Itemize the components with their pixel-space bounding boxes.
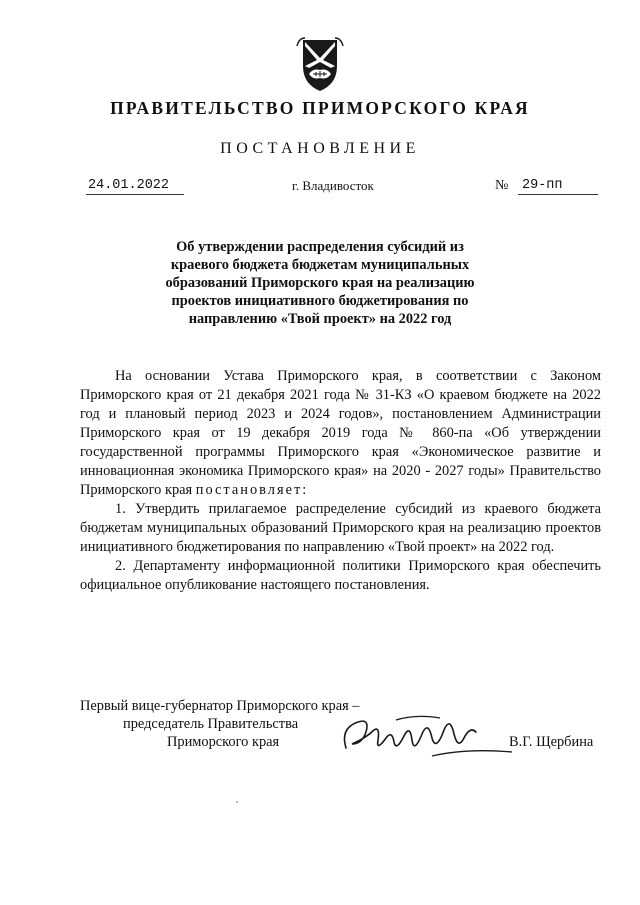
preamble-paragraph xyxy=(80,367,601,500)
document-type: ПОСТАНОВЛЕНИЕ xyxy=(220,140,420,157)
document-city: г. Владивосток xyxy=(292,178,374,193)
number-sign: № xyxy=(495,178,509,193)
signer-title-line-2: председатель Правительства xyxy=(123,716,299,732)
coat-of-arms-emblem xyxy=(293,36,347,94)
signer-title-line-1: Первый вице-губернатор Приморского края – xyxy=(80,698,360,714)
signer-title-line-3: Приморского края xyxy=(167,734,280,750)
item-1-paragraph: 1. Утвердить прилагаемое распределение субсидий из краевого бюджета бюджетам муниципальных образований Приморского края на реализацию проектов инициативного бюджетирования по направлению «Твой проект» на 2022 год. xyxy=(80,501,601,555)
scan-speck xyxy=(236,801,238,803)
government-title: ПРАВИТЕЛЬСТВО ПРИМОРСКОГО КРАЯ xyxy=(110,98,530,118)
document-body xyxy=(80,367,601,595)
handwritten-signature xyxy=(336,708,516,768)
signer-name: В.Г. Щербина xyxy=(509,734,594,750)
decree-word: постановляет: xyxy=(195,482,309,498)
document-subject: Об утверждении распределения субсидий из краевого бюджета бюджетам муниципальных образований Приморского края на реализацию проектов инициативного бюджетирования по направлению «Твой проект» на 2022 год xyxy=(165,239,475,327)
document-number: 29-пп xyxy=(518,178,598,195)
preamble-text: На основании Устава Приморского края, в соответствии с Законом Приморского края от 21 декабря 2021 года № 31-КЗ «О краевом бюджете на 2022 год и плановый период 2023 и 2024 годов», постановлением Администрации Приморского края от 19 декабря 2019 года № 860-па «Об утверждении государственной программы Приморского края «Экономическое развитие и инновационная экономика Приморского края» на 2020 - 2027 годы» Правительство Приморского края xyxy=(80,368,601,498)
document-date: 24.01.2022 xyxy=(86,178,184,195)
item-2-paragraph: 2. Департаменту информационной политики Приморского края обеспечить официальное опубликование настоящего постановления. xyxy=(80,558,601,593)
